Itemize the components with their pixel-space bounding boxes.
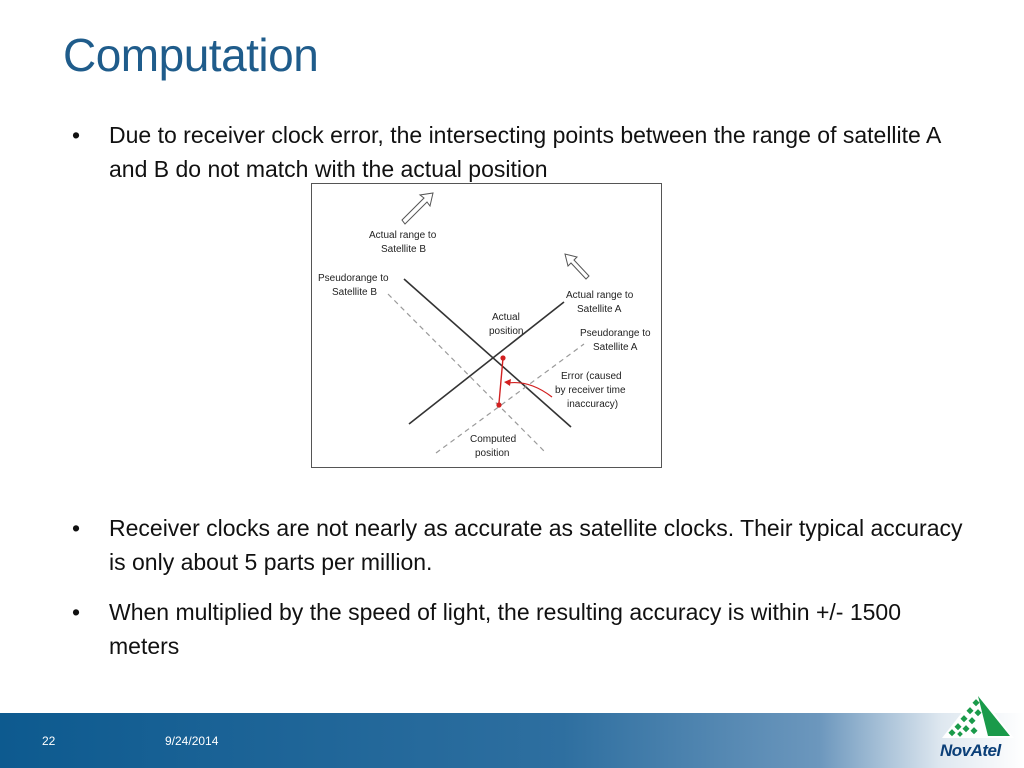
- clock-error-diagram: [311, 183, 662, 468]
- error-pointer-head-icon: [504, 379, 511, 386]
- page-number: 22: [42, 734, 56, 748]
- label-pseudorange-a: Satellite A: [593, 342, 638, 353]
- satellite-b-arrow-icon: [402, 193, 433, 224]
- actual-range-a-line: [409, 302, 564, 424]
- computed-position-dot: [496, 402, 501, 407]
- bullet-marker: •: [72, 599, 81, 625]
- bullet-text: When multiplied by the speed of light, the resulting accuracy is within +/- 1500 meters: [109, 599, 902, 659]
- bullet-marker: •: [72, 515, 81, 541]
- label-actual-range-b: Actual range to: [369, 230, 437, 241]
- footer-date: 9/24/2014: [165, 734, 219, 748]
- bullet-text: Receiver clocks are not nearly as accurate as satellite clocks. Their typical accuracy is only about 5 parts per million.: [109, 515, 963, 575]
- label-pseudorange-b: Satellite B: [332, 287, 378, 298]
- logo-wordmark: NovAtel: [940, 741, 1001, 760]
- bullet-item: [72, 118, 969, 186]
- label-error: inaccuracy): [567, 399, 619, 410]
- label-error: by receiver time: [555, 385, 626, 396]
- bullet-item: [72, 595, 969, 663]
- pseudorange-b-line: [388, 294, 545, 452]
- bullet-text: Due to receiver clock error, the intersecting points between the range of satellite A and B do not match with the actual position: [109, 122, 941, 182]
- label-actual-position: Actual: [492, 312, 520, 323]
- label-actual-range-a: Satellite A: [577, 304, 622, 315]
- label-actual-position: position: [489, 326, 524, 337]
- bullet-marker: •: [72, 122, 81, 148]
- label-error: Error (caused: [561, 371, 622, 382]
- footer-bar: [0, 713, 1024, 768]
- label-pseudorange-b: Pseudorange to: [318, 273, 389, 284]
- diagram-canvas: [312, 184, 663, 469]
- label-actual-range-a: Actual range to: [566, 290, 634, 301]
- label-computed-position: position: [475, 448, 510, 459]
- label-pseudorange-a: Pseudorange to: [580, 328, 651, 339]
- label-computed-position: Computed: [470, 434, 517, 445]
- actual-range-b-line: [404, 279, 571, 427]
- bullet-item: [72, 511, 969, 579]
- slide-title: Computation: [63, 29, 319, 81]
- actual-position-dot: [500, 355, 505, 360]
- label-actual-range-b: Satellite B: [381, 244, 427, 255]
- satellite-a-arrow-icon: [565, 254, 589, 279]
